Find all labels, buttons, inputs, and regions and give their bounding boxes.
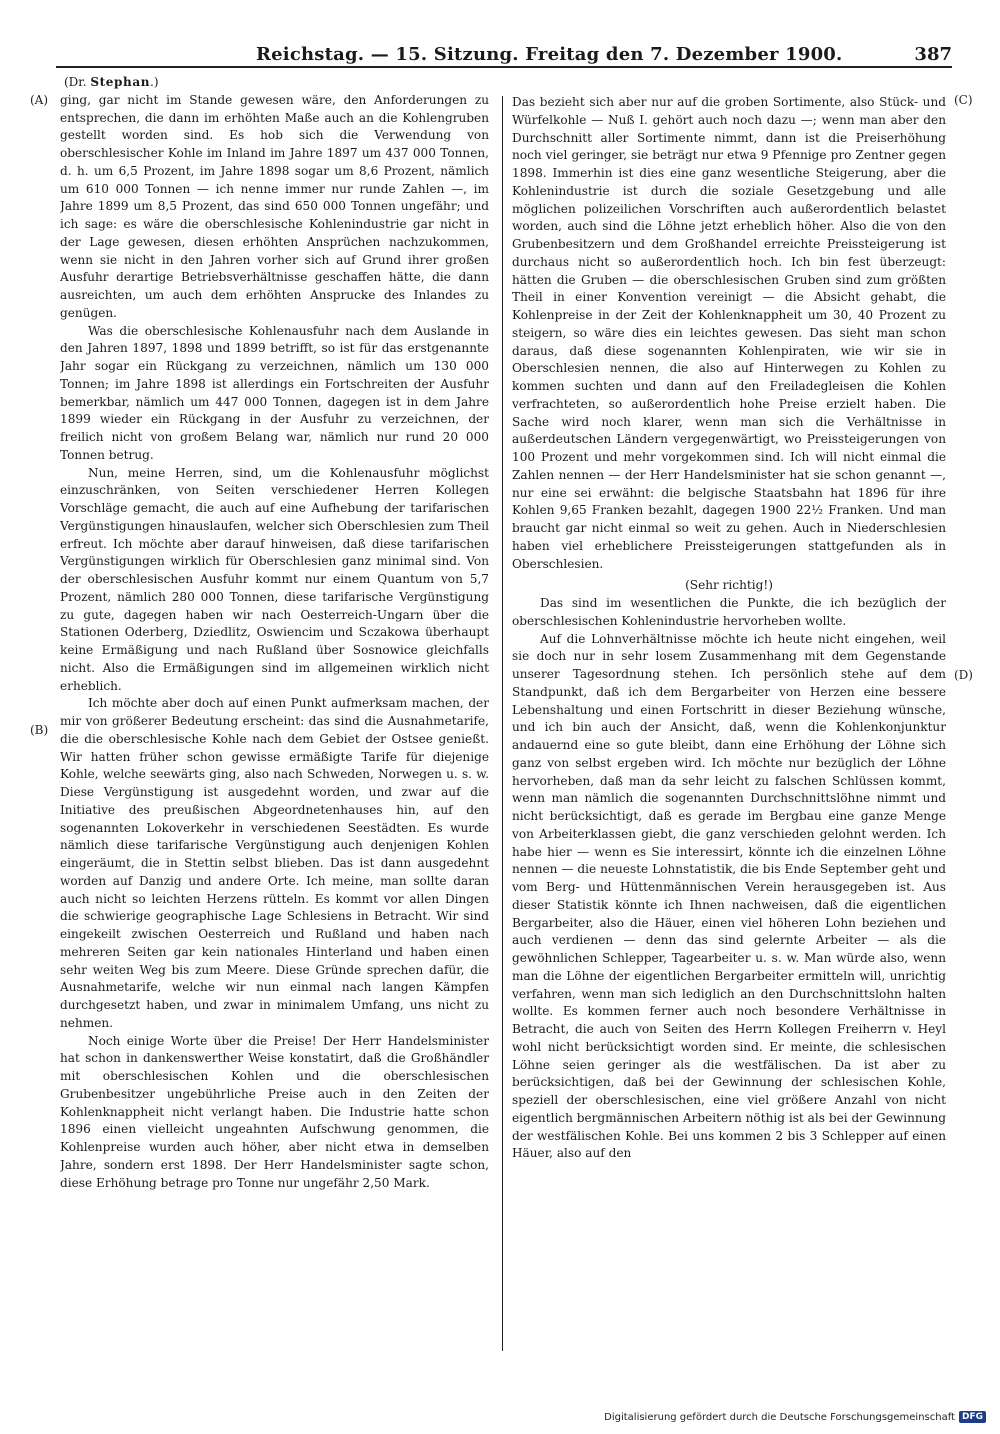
paragraph: Nun, meine Herren, sind, um die Kohlenausfuhr möglichst einzuschränken, von Seiten verschiedener Herren Kollegen Vorschläge gemacht, die auch auf eine Aufhebung der tarifarischen Vergünstigungen hinauslaufen, welcher sich Oberschlesien zum Theil erfreut. Ich möchte aber darauf hinweisen, daß diese tarifarischen Vergünstigungen wirklich für Oberschlesien ganz minimal sind. Von der oberschlesischen Ausfuhr kommt nur einem Quantum von 5,7 Prozent, nämlich 280 000 Tonnen, diese tarifarische Vergünstigung zu gute, dagegen haben wir nach Oesterreich-Ungarn über die Stationen Oderberg, Dziedlitz, Oswiencim und Sczakowa überhaupt keine Ermäßigung und nach Rußland über Sosnowice gleichfalls nicht. Also die Ermäßigungen sind im allgemeinen wirklich nicht erheblich. <box>60 465 489 693</box>
speaker-suffix: .) <box>150 75 159 89</box>
page-footer <box>604 1411 986 1423</box>
right-column <box>512 94 946 1356</box>
column-divider <box>502 96 503 1351</box>
margin-marker-d: (D) <box>954 668 973 682</box>
paragraph: ging, gar nicht im Stande gewesen wäre, den Anforderungen zu entsprechen, die dann im erhöhten Maße auch an die Kohlengruben gestellt worden sind. Es hob sich die Verwendung von oberschlesischer Kohle im Inland im Jahre 1897 um 437 000 Tonnen, d. h. um 6,5 Prozent, im Jahre 1898 sogar um 8,6 Prozent, nämlich um 610 000 Tonnen — ich nenne immer nur runde Zahlen —, im Jahre 1899 um 8,5 Prozent, das sind 650 000 Tonnen ungefähr; und ich sage: es wäre die oberschlesische Kohlenindustrie gar nicht in der Lage gewesen, diesen erhöhten Ansprüchen nachzukommen, wenn sie nicht in den Jahren vorher sich auf Grund ihrer großen Ausfuhr derartige Betriebsverhältnisse geschaffen hätte, die dann ausreichten, um auch dem erhöhten Ansprucke des Inlandes zu genügen. <box>60 92 489 320</box>
left-column <box>60 74 489 1354</box>
dfg-logo-icon: DFG <box>959 1411 986 1423</box>
speaker-name: Stephan <box>90 75 151 89</box>
speaker-label <box>64 74 489 92</box>
paragraph: Auf die Lohnverhältnisse möchte ich heute nicht eingehen, weil sie doch nur in sehr losem Zusammenhang mit dem Gegenstande unserer Tagesordnung stehen. Ich persönlich stehe auf dem Standpunkt, daß ich dem Bergarbeiter von Herzen eine bessere Lebenshaltung und einen Fortschritt in dieser Beziehung wünsche, und ich bin auch der Ansicht, daß, wenn die Kohlenkonjunktur andauernd eine so gute bleibt, dann eine Erhöhung der Löhne sich ganz von selbst ergeben wird. Ich möchte nur bezüglich der Löhne hervorheben, daß man da sehr leicht zu falschen Schlüssen kommt, wenn man nämlich die sogenannten Durchschnittslöhne nimmt und nicht berücksichtigt, daß es gerade im Bergbau eine ganze Menge von Arbeiterklassen giebt, die ganz verschieden gelohnt werden. Ich habe hier — wenn es Sie interessirt, könnte ich die einzelnen Löhne nennen — die neueste Lohnstatistik, die bis Ende September geht und vom Berg- und Hüttenmännischen Verein herausgegeben ist. Aus dieser Statistik könnte ich Ihnen nachweisen, daß die eigentlichen Bergarbeiter, also die Häuer, einen viel höheren Lohn beziehen und auch verdienen — denn das sind gelernte Arbeiter — als die gewöhnlichen Schlepper, Tagearbeiter u. s. w. Man würde also, wenn man die Löhne der eigentlichen Bergarbeiter ermitteln will, unrichtig verfahren, wenn man sich lediglich an den Durchschnittslohn halten wollte. Es kommen ferner auch noch besondere Verhältnisse in Betracht, die auch von Seiten des Herrn Kollegen Freiherrn v. Heyl wohl nicht berücksichtigt worden sind. Er meinte, die schlesischen Löhne seien geringer als die westfälischen. Da ist aber zu berücksichtigen, daß bei der Gewinnung der schlesischen Kohle, speziell der oberschlesischen, eine viel größere Anzahl von nicht eigentlich bergmännischen Arbeitern nöthig ist als bei der Gewinnung der westfälischen Kohle. Bei uns kommen 2 bis 3 Schlepper auf einen Häuer, also auf den <box>512 631 946 1161</box>
speaker-prefix: (Dr. <box>64 75 91 89</box>
page-number: 387 <box>914 44 952 65</box>
header-rule <box>56 66 952 68</box>
page-header <box>0 0 1000 66</box>
margin-marker-a: (A) <box>30 93 49 107</box>
paragraph: Das bezieht sich aber nur auf die groben Sortimente, also Stück- und Würfelkohle — Nuß I. gehört auch noch dazu —; wenn man aber den Durchschnitt aller Sortimente nimmt, dann ist die Preiserhöhung noch viel geringer, sie beträgt nur etwa 9 Pfennige pro Zentner gegen 1898. Immerhin ist dies eine ganz wesentliche Steigerung, aber die Kohlenindustrie ist durch die soziale Gesetzgebung und alle möglichen polizeilichen Vorschriften auch außerordentlich belastet worden, auch sind die Löhne jetzt erheblich höher. Also die von den Grubenbesitzern und dem Großhandel erreichte Preissteigerung ist durchaus nicht so außerordentlich hoch. Ich bin fest überzeugt: hätten die Gruben — die oberschlesischen Gruben sind zum größten Theil in einer Konvention vereinigt — die Absicht gehabt, die Kohlenpreise in der Zeit der Kohlenknappheit um 30, 40 Prozent zu steigern, so wäre dies ein leichtes gewesen. Das sieht man schon daraus, daß diese sogenannten Kohlenpiraten, wie wir sie in Oberschlesien nennen, die also auf Hinterwegen zu Kohlen zu kommen suchten und dann auf den Freiladegleisen die Kohlen verfrachteten, so außerordentlich hohe Preise erzielt haben. Die Sache wird noch klarer, wenn man sich die Verhältnisse in außerdeutschen Ländern vergegenwärtigt, wo Preissteigerungen von 100 Prozent und mehr vorgekommen sind. Ich will nicht einmal die Zahlen nennen — der Herr Handelsminister hat sie schon genannt —, nur eine sei erwähnt: die belgische Staatsbahn hat 1896 für ihre Kohlen 9,65 Franken bezahlt, dagegen 1900 22½ Franken. Und man braucht gar nicht einmal so weit zu gehen. Auch in Niederschlesien haben viel erheblichere Preissteigerungen stattgefunden als in Oberschlesien. <box>512 95 946 571</box>
running-title: Reichstag. — 15. Sitzung. Freitag den 7. Dezember 1900. <box>256 44 843 65</box>
interjection: (Sehr richtig!) <box>685 578 773 593</box>
margin-marker-c: (C) <box>954 93 973 107</box>
paragraph: Ich möchte aber doch auf einen Punkt aufmerksam machen, der mir von größerer Bedeutung erscheint: das sind die Ausnahmetarife, die die oberschlesische Kohle nach dem Gebiet der Ostsee genießt. Wir hatten früher schon gewisse ermäßigte Tarife für diejenige Kohle, welche seewärts ging, also nach Schweden, Norwegen u. s. w. Diese Vergünstigung ist ausgedehnt worden, und zwar auf die Initiative des preußischen Abgeordnetenhauses hin, auf den sogenannten Lokoverkehr in verschiedenen Seestädten. Es wurde nämlich diese tarifarische Vergünstigung auch denjenigen Kohlen eingeräumt, die in Stettin selbst blieben. Das ist dann ausgedehnt worden auf Danzig und andere Orte. Ich meine, man sollte daran auch nicht so leichten Herzens rütteln. Es kommt vor allen Dingen die schwierige geographische Lage Schlesiens in Betracht. Wir sind eingekeilt zwischen Oesterreich und Rußland und haben nach mehreren Seiten gar kein nationales Hinterland und haben einen sehr weiten Weg bis zum Meere. Diese Gründe sprechen dafür, die Ausnahmetarife, welche wir nun einmal nach langen Kämpfen durchgesetzt haben, und zwar in minimalem Umfang, uns nicht zu nehmen. <box>60 696 489 1030</box>
footer-credit: Digitalisierung gefördert durch die Deutsche Forschungsgemeinschaft <box>604 1411 955 1423</box>
margin-marker-b: (B) <box>30 723 49 737</box>
paragraph: Das sind im wesentlichen die Punkte, die ich bezüglich der oberschlesischen Kohlenindustrie hervorheben wollte. <box>512 596 946 628</box>
paragraph: Noch einige Worte über die Preise! Der Herr Handelsminister hat schon in dankenswerther Weise konstatirt, daß die Großhändler mit oberschlesischen Kohlen und die oberschlesischen Grubenbesitzer ungebührliche Preise auch in den Zeiten der Kohlenknappheit nicht verlangt haben. Die Industrie hatte schon 1896 einen vielleicht ungeahnten Aufschwung genommen, die Kohlenpreise wurden auch höher, aber nicht etwa in demselben Jahre, sondern erst 1898. Der Herr Handelsminister sagte schon, diese Erhöhung betrage pro Tonne nur ungefähr 2,50 Mark. <box>60 1033 489 1190</box>
paragraph: Was die oberschlesische Kohlenausfuhr nach dem Auslande in den Jahren 1897, 1898 und 1899 betrifft, so ist für das erstgenannte Jahr sogar ein Rückgang zu verzeichnen, nämlich um 130 000 Tonnen; im Jahre 1898 ist allerdings ein Fortschreiten der Ausfuhr bemerkbar, nämlich um 447 000 Tonnen, dagegen ist in dem Jahre 1899 wieder ein Rückgang in der Ausfuhr zu verzeichnen, der freilich nicht von großem Belang war, nämlich nur rund 20 000 Tonnen betrug. <box>60 323 489 462</box>
